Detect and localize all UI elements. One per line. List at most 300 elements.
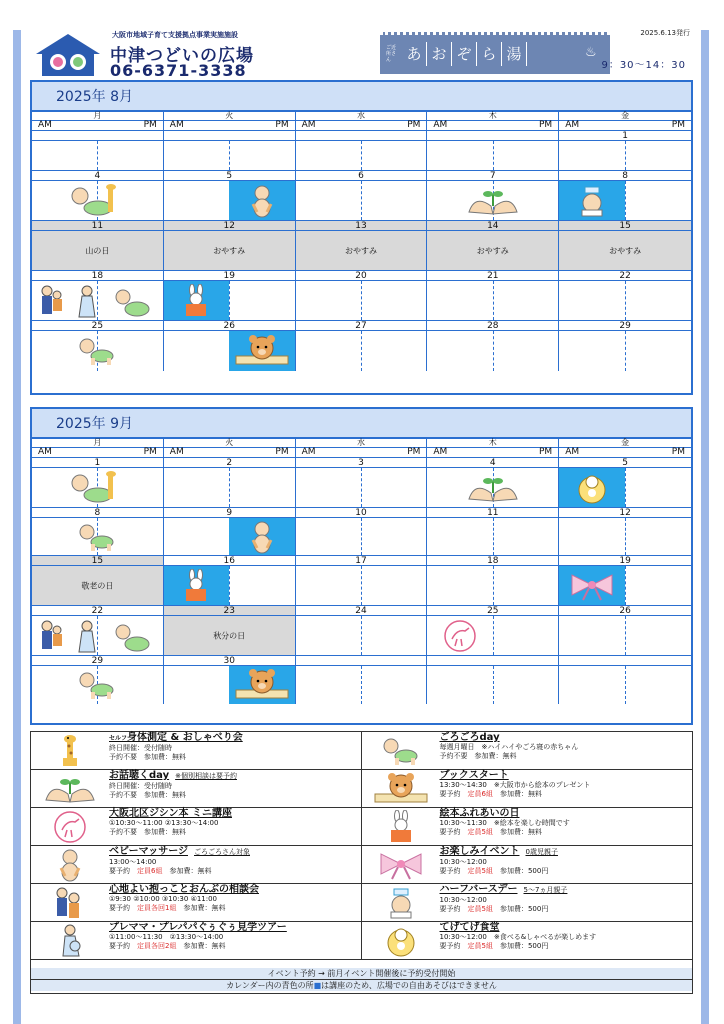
- day-number: [296, 131, 427, 141]
- capacity: 定員各回2組: [137, 942, 177, 950]
- week-row: [32, 321, 691, 371]
- event-detail: 毎週月曜日 ※ハイハイやごろ寝の赤ちゃん: [439, 743, 579, 751]
- parents-baby-icon: [35, 885, 105, 921]
- fee: 参加費：無料: [183, 942, 226, 950]
- day-cell: [559, 131, 691, 170]
- banner-char: お: [427, 42, 452, 66]
- day-cell: [32, 171, 164, 220]
- day-cell: [559, 221, 691, 270]
- bear-banner-icon: [229, 331, 294, 371]
- crawling-baby-icon: [32, 666, 163, 704]
- day-number: 10: [296, 508, 427, 518]
- day-number: 22: [32, 606, 163, 616]
- ampm-cell: [559, 121, 691, 130]
- event-title-text: お楽しみイベント: [439, 846, 520, 857]
- reservation-required: 要予約: [439, 942, 461, 950]
- event-reservation: [440, 790, 693, 799]
- event-reservation: [109, 867, 361, 876]
- event-detail: 予約不要 参加費：無料: [109, 791, 186, 799]
- day-cell: [427, 508, 559, 555]
- day-number: 18: [32, 271, 163, 281]
- day-cell: [32, 321, 164, 371]
- event-detail: 終日開催：受付随時: [109, 782, 172, 790]
- event-title: [109, 808, 361, 819]
- rabbit-book-icon: [164, 566, 229, 605]
- event-detail: 予約不要 参加費：無料: [109, 828, 186, 836]
- event-item: [31, 808, 362, 846]
- event-title-text: ごろごろday: [439, 732, 500, 743]
- holiday-label: おやすみ: [476, 246, 509, 255]
- phone-number: 06-6371-3338: [110, 61, 247, 80]
- event-reservation: [440, 867, 693, 876]
- event-title: [109, 922, 361, 933]
- am-label: AM: [565, 447, 580, 457]
- fee: 参加費：無料: [499, 828, 542, 836]
- day-cell: [164, 321, 296, 371]
- event-reservation: [440, 828, 693, 837]
- am-label: AM: [565, 120, 580, 130]
- holiday-label: 山の日: [85, 246, 110, 255]
- day-number: 5: [164, 171, 295, 181]
- day-cell: [32, 131, 164, 170]
- weekday-label: 月: [32, 439, 164, 447]
- day-cell: [427, 556, 559, 605]
- crawling-baby-icon: [32, 518, 163, 555]
- day-number: [164, 131, 295, 141]
- pm-label: PM: [275, 447, 289, 457]
- org-name: 大阪市地域子育て支援拠点事業実施施設: [112, 31, 238, 39]
- day-number: 27: [296, 321, 427, 331]
- day-number: 20: [296, 271, 427, 281]
- event-item: [362, 846, 693, 884]
- event-title: [109, 846, 361, 858]
- page-header: [30, 22, 700, 84]
- bib-icon: [366, 923, 436, 959]
- event-item: [362, 884, 693, 922]
- reservation-note: イベント予約 → 前月イベント開催後に予約受付開始: [31, 968, 692, 980]
- weekday-label: 月: [32, 112, 164, 120]
- day-number: 6: [296, 171, 427, 181]
- event-item: [362, 770, 693, 808]
- holiday-label: おやすみ: [213, 246, 246, 255]
- note-text: は講座のため、広場での自由あそびはできません: [321, 981, 497, 990]
- weekday-label: 木: [427, 112, 559, 120]
- pm-label: PM: [538, 120, 553, 130]
- day-cell: [559, 321, 691, 371]
- day-number: [427, 656, 558, 666]
- day-cell: [164, 131, 296, 170]
- event-detail: 10:30～12:00 ※食べる&しゃべるが楽しめます: [439, 933, 597, 941]
- hot-spring-icon: ♨: [585, 45, 597, 60]
- day-cell: [427, 131, 559, 170]
- day-cell: [164, 271, 296, 320]
- note-text: カレンダー内の青色の所: [226, 981, 314, 990]
- left-border-bar: [13, 30, 21, 1024]
- week-row: [32, 556, 691, 606]
- seedling-hands-icon: [427, 468, 558, 507]
- event-title: [440, 732, 693, 743]
- calendar-august: [30, 80, 693, 395]
- pm-label: PM: [143, 120, 157, 130]
- event-title-text: ハーフバースデー: [439, 884, 518, 895]
- week-row: [32, 221, 691, 271]
- day-cell: [164, 656, 296, 704]
- open-hours: 9：30～14：30: [601, 60, 686, 71]
- day-cell: [427, 171, 559, 220]
- baby-cake-icon: [559, 181, 625, 220]
- banner-char: 湯: [502, 42, 527, 66]
- day-cell: [296, 221, 428, 270]
- event-detail: 10:30～12:00: [439, 896, 487, 904]
- day-number: 9: [164, 508, 295, 518]
- event-detail: 13:30～14:30 ※大阪市から絵本のプレゼント: [439, 781, 591, 789]
- day-number: 23: [164, 606, 295, 616]
- event-detail: 13:00～14:00: [109, 858, 157, 866]
- weekday-header: [32, 439, 691, 448]
- weekday-label: 水: [296, 439, 428, 447]
- event-list: [30, 731, 693, 994]
- calendar-september: [30, 407, 693, 725]
- event-reservation: [440, 905, 693, 914]
- day-number: [296, 656, 427, 666]
- house-logo-icon: [32, 32, 104, 78]
- right-border-bar: [701, 30, 709, 1024]
- capacity: 定員5組: [467, 867, 493, 875]
- issue-date: 2025.6.13発行: [640, 29, 690, 37]
- event-item: [31, 922, 362, 960]
- rabbit-book-icon: [164, 281, 229, 320]
- reservation-required: 要予約: [439, 867, 461, 875]
- ampm-cell: [559, 448, 691, 457]
- baby-massage-icon: [229, 181, 294, 220]
- event-title-text: 絵本ふれあいの日: [439, 808, 520, 819]
- reservation-required: 要予約: [439, 790, 461, 798]
- capacity: 定員5組: [467, 942, 493, 950]
- fee: 参加費：500円: [499, 867, 549, 875]
- reservation-required: 要予約: [439, 828, 461, 836]
- event-title-text: ブックスタート: [439, 770, 509, 781]
- day-cell: [296, 656, 428, 704]
- am-label: AM: [433, 120, 448, 130]
- am-label: AM: [169, 120, 184, 130]
- crawling-baby-icon: [32, 331, 163, 371]
- family-icon: [32, 281, 163, 320]
- day-cell: [559, 271, 691, 320]
- am-label: AM: [38, 120, 52, 130]
- blue-area-note: [31, 980, 692, 991]
- place-name: 中津つどいの広場: [110, 46, 254, 66]
- day-cell: [559, 171, 691, 220]
- event-detail: 予約不要 参加費：無料: [439, 752, 517, 760]
- day-number: 25: [427, 606, 558, 616]
- day-cell: [559, 606, 691, 655]
- day-cell: [427, 458, 559, 507]
- day-cell: [296, 606, 428, 655]
- day-number: 18: [427, 556, 558, 566]
- event-title: [440, 884, 693, 896]
- event-detail: 10:30～11:30 ※絵本を楽しむ時間です: [439, 819, 570, 827]
- day-number: 21: [427, 271, 558, 281]
- day-cell: [296, 131, 428, 170]
- baby-cake-icon: [366, 885, 436, 921]
- pm-label: PM: [671, 120, 685, 130]
- ampm-cell: [32, 121, 164, 130]
- pm-label: PM: [407, 447, 421, 457]
- banner-small-text: ご近所さん: [386, 45, 397, 63]
- month-title: 2025年 8月: [32, 82, 691, 112]
- week-row: [32, 171, 691, 221]
- day-number: 26: [164, 321, 295, 331]
- pm-label: PM: [538, 447, 553, 457]
- event-detail: 終日開催：受付随時: [109, 744, 172, 752]
- day-number: [559, 656, 691, 666]
- day-number: 26: [559, 606, 691, 616]
- holiday-label: おやすみ: [344, 246, 377, 255]
- fee: 参加費：無料: [183, 904, 226, 912]
- day-cell: [427, 271, 559, 320]
- pm-label: PM: [275, 120, 289, 130]
- weekday-label: 水: [296, 112, 428, 120]
- rabbit-book-icon: [366, 809, 436, 845]
- month-title: 2025年 9月: [32, 409, 691, 439]
- event-title-note: ※個別相談は要予約: [175, 772, 237, 780]
- day-number: 16: [164, 556, 295, 566]
- fee: 参加費：500円: [499, 942, 549, 950]
- day-cell: [164, 221, 296, 270]
- blue-square-icon: ■: [313, 981, 322, 990]
- pregnant-mom-icon: [35, 923, 105, 959]
- day-number: 8: [559, 171, 691, 181]
- fee: 参加費：無料: [169, 867, 212, 875]
- event-detail: ①10:30～11:00 ②13:30～14:00: [109, 819, 219, 827]
- ampm-cell: [32, 448, 164, 457]
- event-title-note: 5～7ヵ月親子: [523, 886, 568, 894]
- event-title-note: 0歳児親子: [525, 848, 558, 856]
- day-cell: [296, 458, 428, 507]
- day-cell: [296, 321, 428, 371]
- ampm-cell: [164, 121, 296, 130]
- baby-massage-icon: [229, 518, 294, 555]
- event-item: [31, 732, 362, 770]
- fee: 参加費：無料: [499, 790, 542, 798]
- event-title: [109, 770, 361, 782]
- ampm-header: [32, 121, 691, 131]
- ampm-cell: [427, 448, 559, 457]
- day-cell: [32, 458, 164, 507]
- day-number: 19: [559, 556, 691, 566]
- am-label: AM: [301, 447, 316, 457]
- capacity: 定員6組: [137, 867, 163, 875]
- bear-banner-icon: [366, 771, 436, 807]
- ampm-cell: [296, 121, 428, 130]
- day-cell: [164, 171, 296, 220]
- ribbon-icon: [559, 566, 625, 605]
- day-number: 19: [164, 271, 295, 281]
- day-cell: [32, 656, 164, 704]
- event-detail: ①11:00～11:30 ②13:30～14:00: [109, 933, 224, 941]
- fee: 参加費：500円: [499, 905, 549, 913]
- day-cell: [296, 271, 428, 320]
- event-title: [440, 808, 693, 819]
- day-number: 5: [559, 458, 691, 468]
- day-cell: [296, 508, 428, 555]
- day-number: 12: [559, 508, 691, 518]
- capacity: 定員5組: [467, 828, 493, 836]
- event-reservation: [440, 942, 693, 951]
- day-number: 29: [559, 321, 691, 331]
- ampm-cell: [164, 448, 296, 457]
- baby-massage-icon: [35, 847, 105, 883]
- day-cell: [164, 556, 296, 605]
- day-cell: [296, 171, 428, 220]
- weekday-header: [32, 112, 691, 121]
- family-icon: [32, 616, 163, 655]
- day-number: 13: [296, 221, 427, 231]
- event-title-text: ベビーマッサージ: [109, 846, 188, 857]
- day-cell: [32, 271, 164, 320]
- day-number: [32, 131, 163, 141]
- day-number: 15: [559, 221, 691, 231]
- holiday-label: 敬老の日: [81, 581, 114, 590]
- am-label: AM: [433, 447, 448, 457]
- day-cell: [32, 556, 164, 605]
- day-number: 8: [32, 508, 163, 518]
- event-detail: 10:30～12:00: [439, 858, 487, 866]
- event-title: [440, 846, 693, 858]
- day-cell: [32, 508, 164, 555]
- holiday-label: 秋分の日: [213, 631, 246, 640]
- weekday-label: 金: [621, 111, 630, 120]
- event-title-prefix: セルフ: [109, 735, 128, 742]
- reservation-required: 要予約: [109, 867, 130, 875]
- day-number: 2: [164, 458, 295, 468]
- week-row: [32, 606, 691, 656]
- day-cell: [32, 606, 164, 655]
- day-cell: [164, 508, 296, 555]
- day-cell: [427, 606, 559, 655]
- day-number: 15: [32, 556, 163, 566]
- am-label: AM: [38, 447, 52, 457]
- banner-char: ら: [477, 42, 502, 66]
- ampm-cell: [427, 121, 559, 130]
- ampm-header: [32, 448, 691, 458]
- day-cell: [32, 221, 164, 270]
- ribbon-icon: [366, 847, 436, 883]
- banner-char: あ: [402, 42, 427, 66]
- banner-char: ぞ: [452, 42, 477, 66]
- day-number: 12: [164, 221, 295, 231]
- day-cell: [164, 606, 296, 655]
- stork-circle-icon: [427, 616, 492, 655]
- event-item: [362, 922, 693, 960]
- day-number: 4: [32, 171, 163, 181]
- reservation-required: 要予約: [109, 942, 130, 950]
- seedling-hands-icon: [427, 181, 558, 220]
- pm-label: PM: [407, 120, 421, 130]
- day-number: 25: [32, 321, 163, 331]
- week-row: [32, 131, 691, 171]
- event-title-text: 大阪北区ジシン本 ミニ講座: [109, 808, 232, 819]
- bear-banner-icon: [229, 666, 294, 704]
- day-cell: [427, 221, 559, 270]
- event-title-text: 心地よい抱っことおんぶの相談会: [109, 884, 259, 895]
- day-cell: [559, 656, 691, 704]
- aozorayu-banner: [380, 32, 610, 74]
- day-number: 11: [427, 508, 558, 518]
- day-number: 11: [32, 221, 163, 231]
- event-detail: ①9:30 ②10:00 ③10:30 ④11:00: [109, 895, 218, 903]
- event-reservation: [109, 942, 361, 951]
- seedling-hands-icon: [35, 771, 105, 807]
- day-number: 7: [427, 171, 558, 181]
- event-title: [440, 770, 693, 781]
- week-row: [32, 508, 691, 556]
- toddler-icon: [32, 181, 163, 220]
- stork-circle-icon: [35, 809, 105, 845]
- event-title-text: プレママ・プレパパぐぅぐぅ見学ツアー: [109, 922, 287, 933]
- day-cell: [296, 556, 428, 605]
- event-detail: 予約不要 参加費：無料: [109, 753, 186, 761]
- day-number: 17: [296, 556, 427, 566]
- capacity: 定員5組: [467, 905, 493, 913]
- pm-label: PM: [671, 447, 685, 457]
- day-number: 30: [164, 656, 295, 666]
- day-number: 24: [296, 606, 427, 616]
- day-number: 3: [296, 458, 427, 468]
- giraffe-icon: [35, 733, 105, 769]
- day-number: 4: [427, 458, 558, 468]
- event-title: [109, 884, 361, 895]
- event-title-text: 身体測定 & おしゃべり会: [127, 732, 243, 743]
- day-cell: [559, 458, 691, 507]
- day-cell: [559, 508, 691, 555]
- day-number: 22: [559, 271, 691, 281]
- reservation-required: 要予約: [109, 904, 130, 912]
- day-number: 1: [32, 458, 163, 468]
- event-title: [109, 732, 361, 744]
- ampm-cell: [296, 448, 428, 457]
- weekday-label: 火: [164, 439, 296, 447]
- crawling-baby-icon: [366, 733, 436, 769]
- day-number: 14: [427, 221, 558, 231]
- day-cell: [164, 458, 296, 507]
- day-number: 29: [32, 656, 163, 666]
- toddler-icon: [32, 468, 163, 507]
- event-item: [31, 884, 362, 922]
- day-number: 28: [427, 321, 558, 331]
- day-cell: [427, 321, 559, 371]
- bib-icon: [559, 468, 625, 507]
- weekday-label: 木: [427, 439, 559, 447]
- week-row: [32, 458, 691, 508]
- event-item: [362, 732, 693, 770]
- weekday-label: 火: [164, 112, 296, 120]
- event-reservation: [109, 904, 361, 913]
- day-cell: [559, 556, 691, 605]
- week-row: [32, 271, 691, 321]
- event-item: [31, 846, 362, 884]
- reservation-required: 要予約: [439, 905, 461, 913]
- day-cell: [427, 656, 559, 704]
- am-label: AM: [169, 447, 184, 457]
- event-title-note: ごろごろさん対象: [194, 848, 250, 856]
- day-number: [427, 131, 558, 141]
- am-label: AM: [301, 120, 316, 130]
- event-item: [362, 808, 693, 846]
- event-item: [31, 770, 362, 808]
- event-title-text: てげてげ食堂: [439, 922, 500, 933]
- week-row: [32, 656, 691, 704]
